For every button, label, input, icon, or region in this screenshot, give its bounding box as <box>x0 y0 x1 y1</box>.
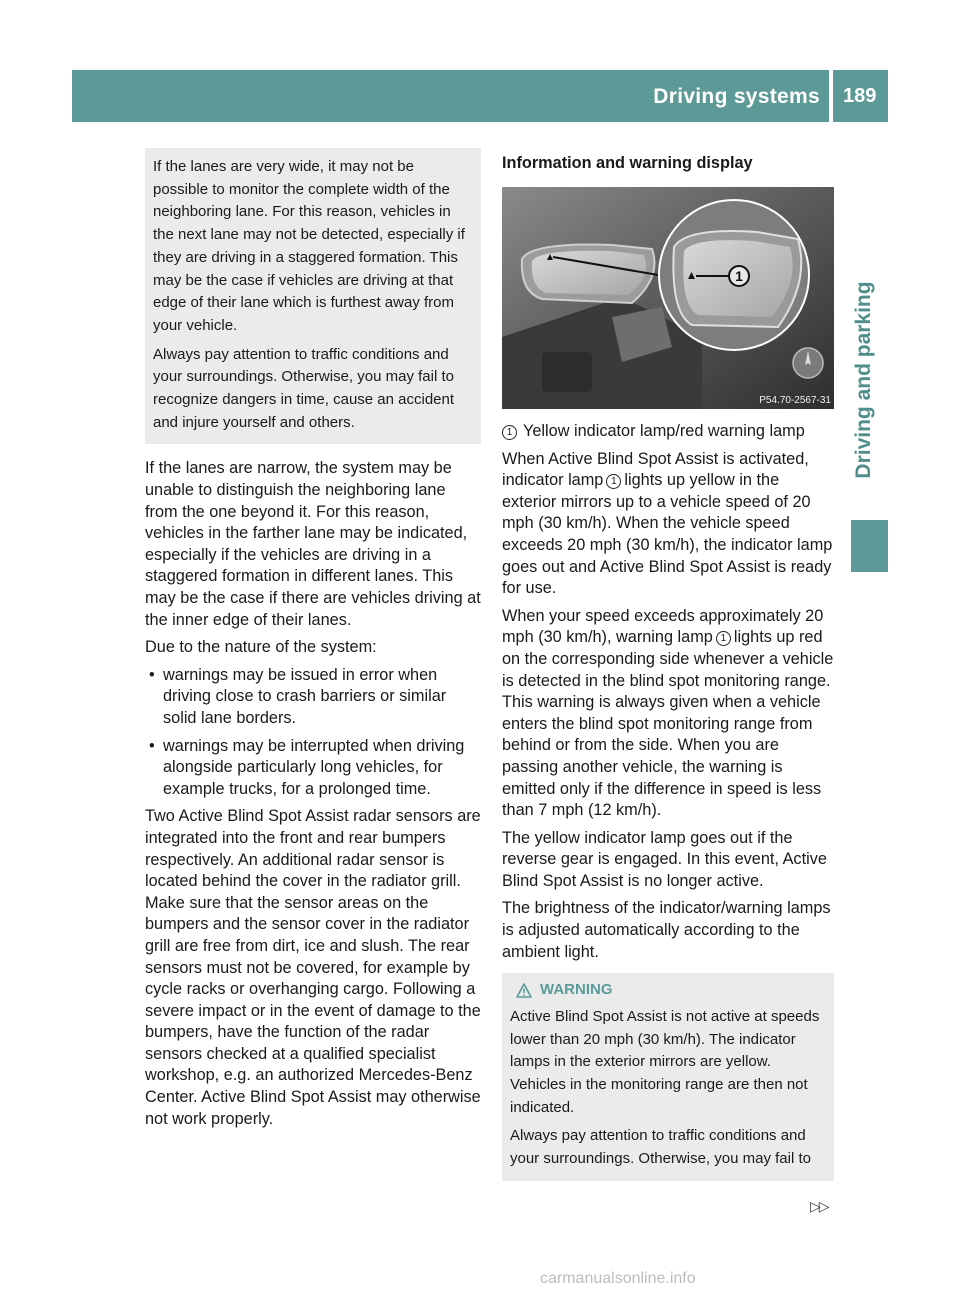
section-heading: Information and warning display <box>502 154 753 172</box>
mirror-illustration <box>502 187 834 409</box>
text-run: lights up red on the corresponding side whenever a vehicle is detected in the blind spot monitoring range. This warning is always given when a vehicle enters the blind spot monitoring range from behind or from the side. When you are passing another vehicle, the warning is emitted only if the difference in speed is less than 7 mph (12 km/h). <box>502 628 834 820</box>
continued-arrows-icon: ▷▷ <box>810 1198 828 1214</box>
warning-triangle-icon <box>516 983 532 998</box>
callout-1-icon: 1 <box>606 474 621 489</box>
text-run: When Active Blind Spot Assist is activated, indicator lamp <box>502 449 809 490</box>
right-body <box>502 449 834 964</box>
paragraph: If the lanes are narrow, the system may be unable to distinguish the neighboring lane from the one beyond it. For this reason, vehicles in the farther lane may be indicated, especially if the vehicles are driving in a staggered formation in different lanes. This may be the case if there are vehicles driving at the inner edge of their lanes. <box>145 459 481 629</box>
warning-header <box>516 979 826 1002</box>
watermark: carmanualsonline.info <box>540 1270 696 1287</box>
text-run: lights up yellow in the exterior mirrors up to a vehicle speed of 20 mph (30 km/h). When the vehicle speed exceeds 20 mph (30 km/h), the indicator lamp goes out and Active Blind Spot Assist is ready for use. <box>502 471 833 598</box>
figure-code: P54.70-2567-31 <box>759 395 831 406</box>
text-run: When your speed exceeds approximately 20 mph (30 km/h), warning lamp <box>502 606 824 647</box>
bullet-item: • warnings may be issued in error when driving close to crash barriers or similar solid lane borders. <box>145 665 481 730</box>
left-body <box>145 458 481 1130</box>
mirror-photo <box>502 187 834 409</box>
warning-title: WARNING <box>540 981 613 999</box>
chapter-tab-label: Driving and parking <box>852 281 875 479</box>
paragraph <box>502 606 834 822</box>
paragraph: Due to the nature of the system: <box>145 638 377 657</box>
paragraph <box>502 449 834 600</box>
paragraph: Two Active Blind Spot Assist radar sensors are integrated into the front and rear bumpers respectively. An additional radar sensor is located behind the cover in the radiator grill. Make sure that the sensor areas on the bumpers and the sensor cover in the radiator grill are free from dirt, ice and slush. The rear sensors must not be covered, for example by cycle racks or overhanging cargo. Following a severe impact or in the event of damage to the bumpers, have the function of the radar sensors checked at a qualified specialist workshop, e.g. an authorized Mercedes-Benz Center. Active Blind Spot Assist may otherwise not work properly. <box>145 807 481 1128</box>
warning-paragraph: Always pay attention to traffic conditions and your surroundings. Otherwise, you may fail to <box>510 1127 811 1168</box>
note-paragraph: If the lanes are very wide, it may not be possible to monitor the complete width of the neighboring lane. For this reason, vehicles in the next lane may not be detected, especially if they are driving in a staggered formation. This may be the case if vehicles are driving at that edge of their lane which is furthest away from your vehicle. <box>153 158 465 334</box>
figure-caption <box>502 421 834 443</box>
section-title: Driving systems <box>653 85 820 108</box>
callout-1-icon: 1 <box>716 631 731 646</box>
chapter-tab-marker <box>851 520 888 572</box>
header-divider <box>829 70 833 122</box>
callout-1-icon: 1 <box>502 425 517 440</box>
bullet-item: • warnings may be interrupted when driving alongside particularly long vehicles, for example trucks, for a prolonged time. <box>145 736 481 801</box>
paragraph: The yellow indicator lamp goes out if the reverse gear is engaged. In this event, Active Blind Spot Assist is no longer active. <box>502 828 827 890</box>
bullet-list <box>145 665 481 801</box>
chapter-tab <box>840 250 888 510</box>
note-box <box>145 148 481 444</box>
page-number: 189 <box>843 85 877 107</box>
figure-callout: 1 <box>735 268 743 284</box>
warning-paragraph: Active Blind Spot Assist is not active at speeds lower than 20 mph (30 km/h). The indicator lamps in the exterior mirrors are yellow. Vehicles in the monitoring range are then not indicated. <box>510 1007 820 1116</box>
right-column <box>502 148 834 1181</box>
caption-text: Yellow indicator lamp/red warning lamp <box>523 422 805 440</box>
left-column <box>145 148 481 1136</box>
note-paragraph: Always pay attention to traffic conditions and your surroundings. Otherwise, you may fail to recognize dangers in time, cause an accident and injure yourself and others. <box>153 345 455 431</box>
paragraph: The brightness of the indicator/warning lamps is adjusted automatically according to the ambient light. <box>502 899 831 961</box>
warning-box <box>502 973 834 1181</box>
